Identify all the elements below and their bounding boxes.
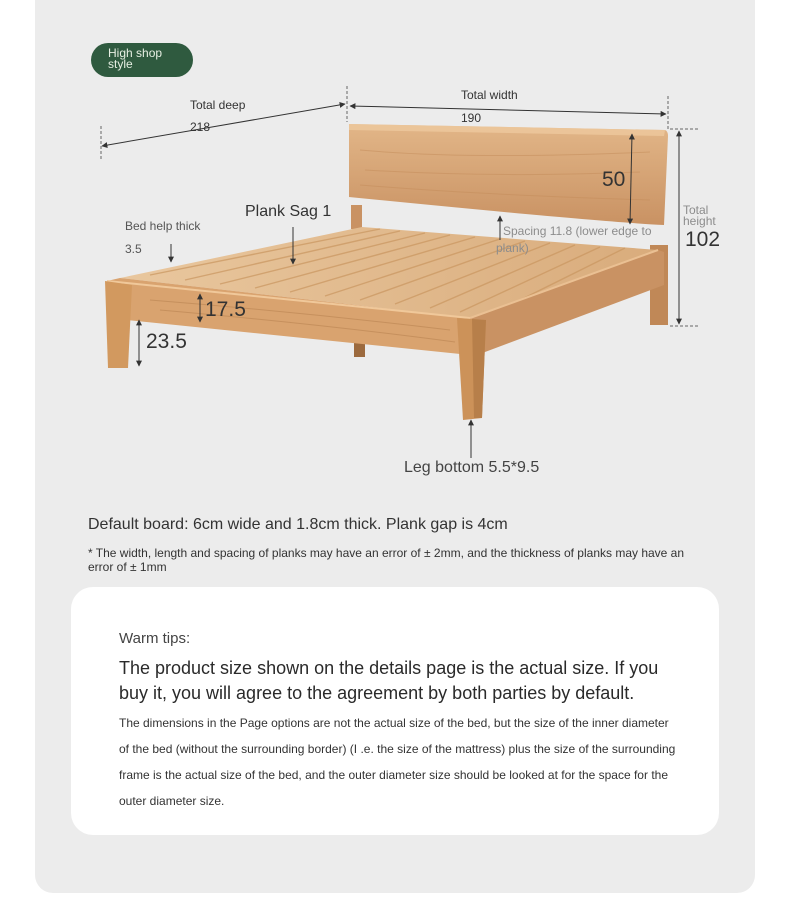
warm-tips-body: The dimensions in the Page options are not the actual size of the bed, but the size of the inner diameter of the bed (without the surrounding border) (I .e. the size of the mattress) plus the size of the surrounding frame is the actual size of the bed, and the outer diameter size should be looked at for the space for the outer diameter size.	[119, 716, 676, 808]
plank-sag-label: Plank Sag 1	[245, 203, 332, 220]
back-left-leg	[351, 205, 362, 229]
headboard-height-value: 50	[602, 168, 626, 191]
bed-help-thick-value: 3.5	[125, 242, 142, 256]
total-width-label: Total width	[461, 88, 518, 102]
spacing-label-1: Spacing 11.8 (lower edge to	[503, 224, 652, 238]
warm-tips-card	[71, 587, 719, 835]
badge-line-2: style	[108, 57, 133, 71]
total-deep-label: Total deep	[190, 98, 246, 112]
badge-line-1: High shop	[108, 46, 163, 60]
warm-tips-heading: Warm tips:	[119, 630, 191, 647]
leg-height-value: 23.5	[146, 330, 187, 353]
default-board-spec: Default board: 6cm wide and 1.8cm thick. Plank gap is 4cm	[88, 516, 508, 533]
total-height-label-2: height	[683, 214, 716, 228]
total-width-value: 190	[461, 111, 482, 125]
front-right-leg	[457, 318, 486, 420]
total-height-label-1: Total	[683, 203, 709, 217]
leg-bottom-label: Leg bottom 5.5*9.5	[404, 459, 540, 476]
total-height-value: 102	[685, 228, 721, 251]
error-tolerance-note: * The width, length and spacing of planks may have an error of ± 2mm, and the thickness of planks may have an error of ± 1mm	[88, 546, 685, 574]
spacing-label-2: plank)	[496, 241, 529, 255]
warm-tips-lead: The product size shown on the details page is the actual size. If you buy it, you will agree to the agreement by both parties by default.	[119, 658, 659, 703]
rail-height-value: 17.5	[205, 298, 246, 321]
total-deep-value: 218	[190, 120, 211, 134]
front-left-leg	[105, 281, 132, 368]
bed-help-thick-label: Bed help thick	[125, 219, 201, 233]
